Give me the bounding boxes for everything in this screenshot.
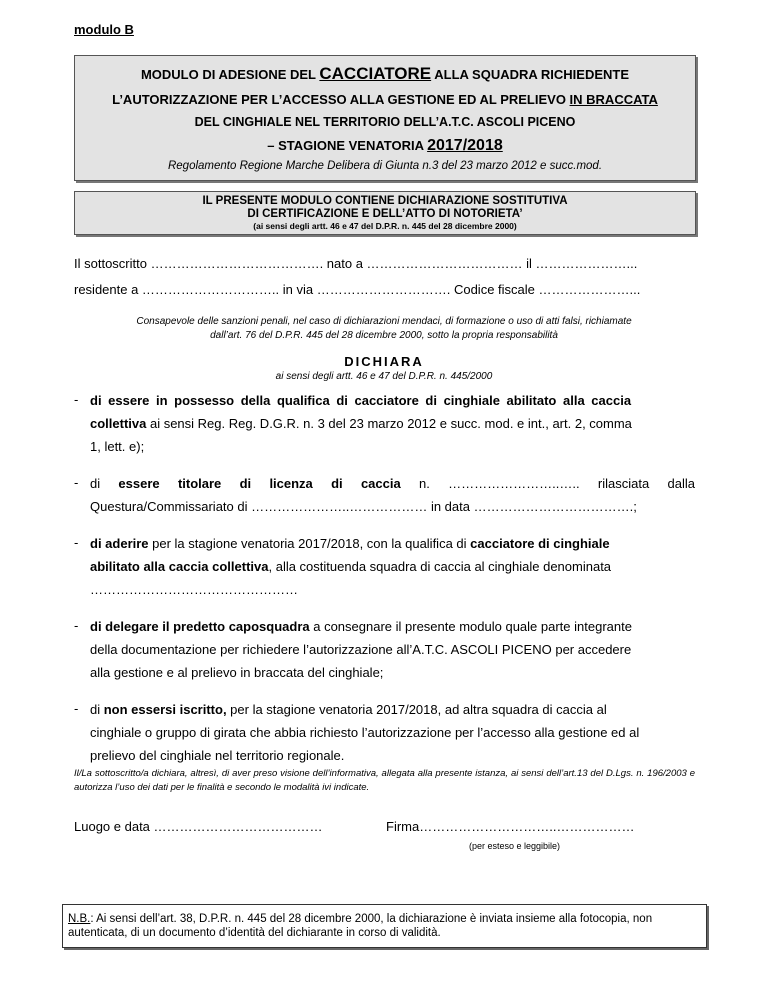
- item-bold-text: cacciatore di cinghiale: [470, 536, 610, 551]
- item-text: cinghiale o gruppo di girata che abbia richiesto l’autorizzazione per l’accesso alla gestione ed al: [90, 725, 640, 740]
- nb-text: : Ai sensi dell’art. 38, D.P.R. n. 445 del 28 dicembre 2000, la dichiarazione è inviata insieme alla fotocopia, non autenticata, di un documento d’identità del dichiarante in corso di validità.: [68, 913, 653, 939]
- item-bold-text: titolare: [177, 476, 222, 491]
- item-bold-text: di: [331, 476, 343, 491]
- item-bold-text: di delegare il predetto caposquadra: [90, 619, 310, 634]
- modulo-label: modulo B: [74, 22, 134, 37]
- header-braccata: IN BRACCATA: [569, 92, 658, 107]
- consapevole-text: [74, 315, 694, 343]
- item-bold-text: non essersi iscritto,: [103, 702, 227, 717]
- list-dash: -: [74, 701, 79, 716]
- privacy-statement: Il/La sottoscritto/a dichiara, altresì, di aver preso visione dell’informativa, allegata alla presente istanza, ai sensi dell’art.13 del D.Lgs. n. 196/2003 e autorizza l’uso dei dati per le finalità e secondo le modalità ivi indicate.: [74, 768, 695, 793]
- item-text: , alla costituenda squadra di caccia al cinghiale denominata: [268, 559, 612, 574]
- dichiara-subtitle: ai sensi degli artt. 46 e 47 del D.P.R. n. 445/2000: [275, 371, 493, 382]
- firma-note: (per esteso e leggibile): [469, 841, 561, 851]
- season-year: 2017/2018: [427, 137, 503, 154]
- item-bold-text: di essere in possesso della qualifica di cacciatore di cinghiale abilitato alla caccia: [90, 393, 632, 408]
- header-cacciatore: CACCIATORE: [319, 64, 432, 83]
- item-text: di: [90, 702, 104, 717]
- list-dash: -: [74, 535, 79, 550]
- item-text: ai sensi Reg. Reg. D.G.R. n. 3 del 23 marzo 2012 e succ. mod. e int., art. 2, comma: [146, 416, 632, 431]
- item-text: a consegnare il presente modulo quale parte integrante: [309, 619, 632, 634]
- item-bold-text: licenza: [269, 476, 313, 491]
- declaration-line-2: DI CERTIFICAZIONE E DELL’ATTO DI NOTORIETA’: [247, 208, 523, 220]
- squadra-name-field[interactable]: …………………………………………: [90, 582, 298, 597]
- nb-label: N.B.: [68, 913, 91, 925]
- item-bold-text: di aderire: [90, 536, 149, 551]
- item-bold-text: collettiva: [90, 416, 147, 431]
- sottoscritto-field-line[interactable]: Il sottoscritto …………………………………. nato a ……………………………… il …………………...: [74, 256, 638, 271]
- item-text: per la stagione venatoria 2017/2018, con la qualifica di: [148, 536, 471, 551]
- list-item-non-iscritto: [90, 698, 695, 767]
- nb-box: [62, 904, 707, 948]
- item-text: per la stagione venatoria 2017/2018, ad altra squadra di caccia al: [226, 702, 607, 717]
- luogo-data-field[interactable]: Luogo e data …………………………………: [74, 819, 323, 834]
- header-text: MODULO DI ADESIONE DEL: [140, 67, 320, 82]
- item-text: n.: [419, 476, 430, 491]
- consapevole-line-1: Consapevole delle sanzioni penali, nel caso di dichiarazioni mendaci, di formazione o uso di atti falsi, richiamate: [136, 316, 632, 327]
- list-item-possesso: [90, 389, 695, 458]
- item-text: 1, lett. e);: [90, 439, 145, 454]
- item-bold-text: caccia: [360, 476, 401, 491]
- list-dash: -: [74, 392, 79, 407]
- regulation-reference: Regolamento Regione Marche Delibera di Giunta n.3 del 23 marzo 2012 e succ.mod.: [167, 160, 603, 172]
- firma-field[interactable]: Firma…………………………..………………: [386, 819, 635, 834]
- item-text: della documentazione per richiedere l’autorizzazione all’A.T.C. ASCOLI PICENO per accedere: [90, 642, 632, 657]
- item-text: dalla: [667, 476, 695, 491]
- header-line-1: [75, 64, 695, 84]
- item-bold-text: di: [239, 476, 252, 491]
- list-item-licenza[interactable]: [90, 472, 695, 518]
- declaration-line-1: IL PRESENTE MODULO CONTIENE DICHIARAZIONE SOSTITUTIVA: [202, 195, 568, 207]
- header-line-2: [75, 92, 695, 107]
- list-dash: -: [74, 475, 79, 490]
- header-line-3: DEL CINGHIALE NEL TERRITORIO DELL’A.T.C. ASCOLI PICENO: [194, 115, 576, 129]
- residente-field-line[interactable]: residente a ………………………….. in via …………………………. Codice fiscale …………………...: [74, 282, 641, 297]
- item-text: rilasciata: [597, 476, 650, 491]
- item-text: alla gestione e al prelievo in braccata del cinghiale;: [90, 665, 384, 680]
- declaration-box: [74, 191, 696, 235]
- consapevole-line-2: dall’art. 76 del D.P.R. 445 del 28 dicembre 2000, sotto la propria responsabilità: [210, 330, 558, 341]
- declaration-line-3: (ai sensi degli artt. 46 e 47 del D.P.R. n. 445 del 28 dicembre 2000): [253, 221, 517, 231]
- header-text: – STAGIONE VENATORIA: [267, 138, 428, 153]
- dichiara-title: DICHIARA: [344, 354, 424, 369]
- questura-field-line[interactable]: Questura/Commissariato di …………………..……………… in data ……………………………….;: [90, 499, 637, 514]
- header-text: ALLA SQUADRA RICHIEDENTE: [431, 67, 630, 82]
- list-item-delegare: [90, 615, 695, 684]
- item-bold-text: abilitato alla caccia collettiva: [90, 559, 269, 574]
- item-text: di: [90, 476, 101, 491]
- list-dash: -: [74, 618, 79, 633]
- header-line-4: [75, 137, 695, 155]
- licenza-number-field[interactable]: ……………………..…..: [448, 476, 580, 491]
- item-bold-text: essere: [118, 476, 160, 491]
- item-text: prelievo del cinghiale nel territorio regionale.: [90, 748, 345, 763]
- header-text: L’AUTORIZZAZIONE PER L’ACCESSO ALLA GESTIONE ED AL PRELIEVO: [112, 92, 570, 107]
- list-item-aderire: [90, 532, 695, 601]
- header-box: [74, 55, 696, 181]
